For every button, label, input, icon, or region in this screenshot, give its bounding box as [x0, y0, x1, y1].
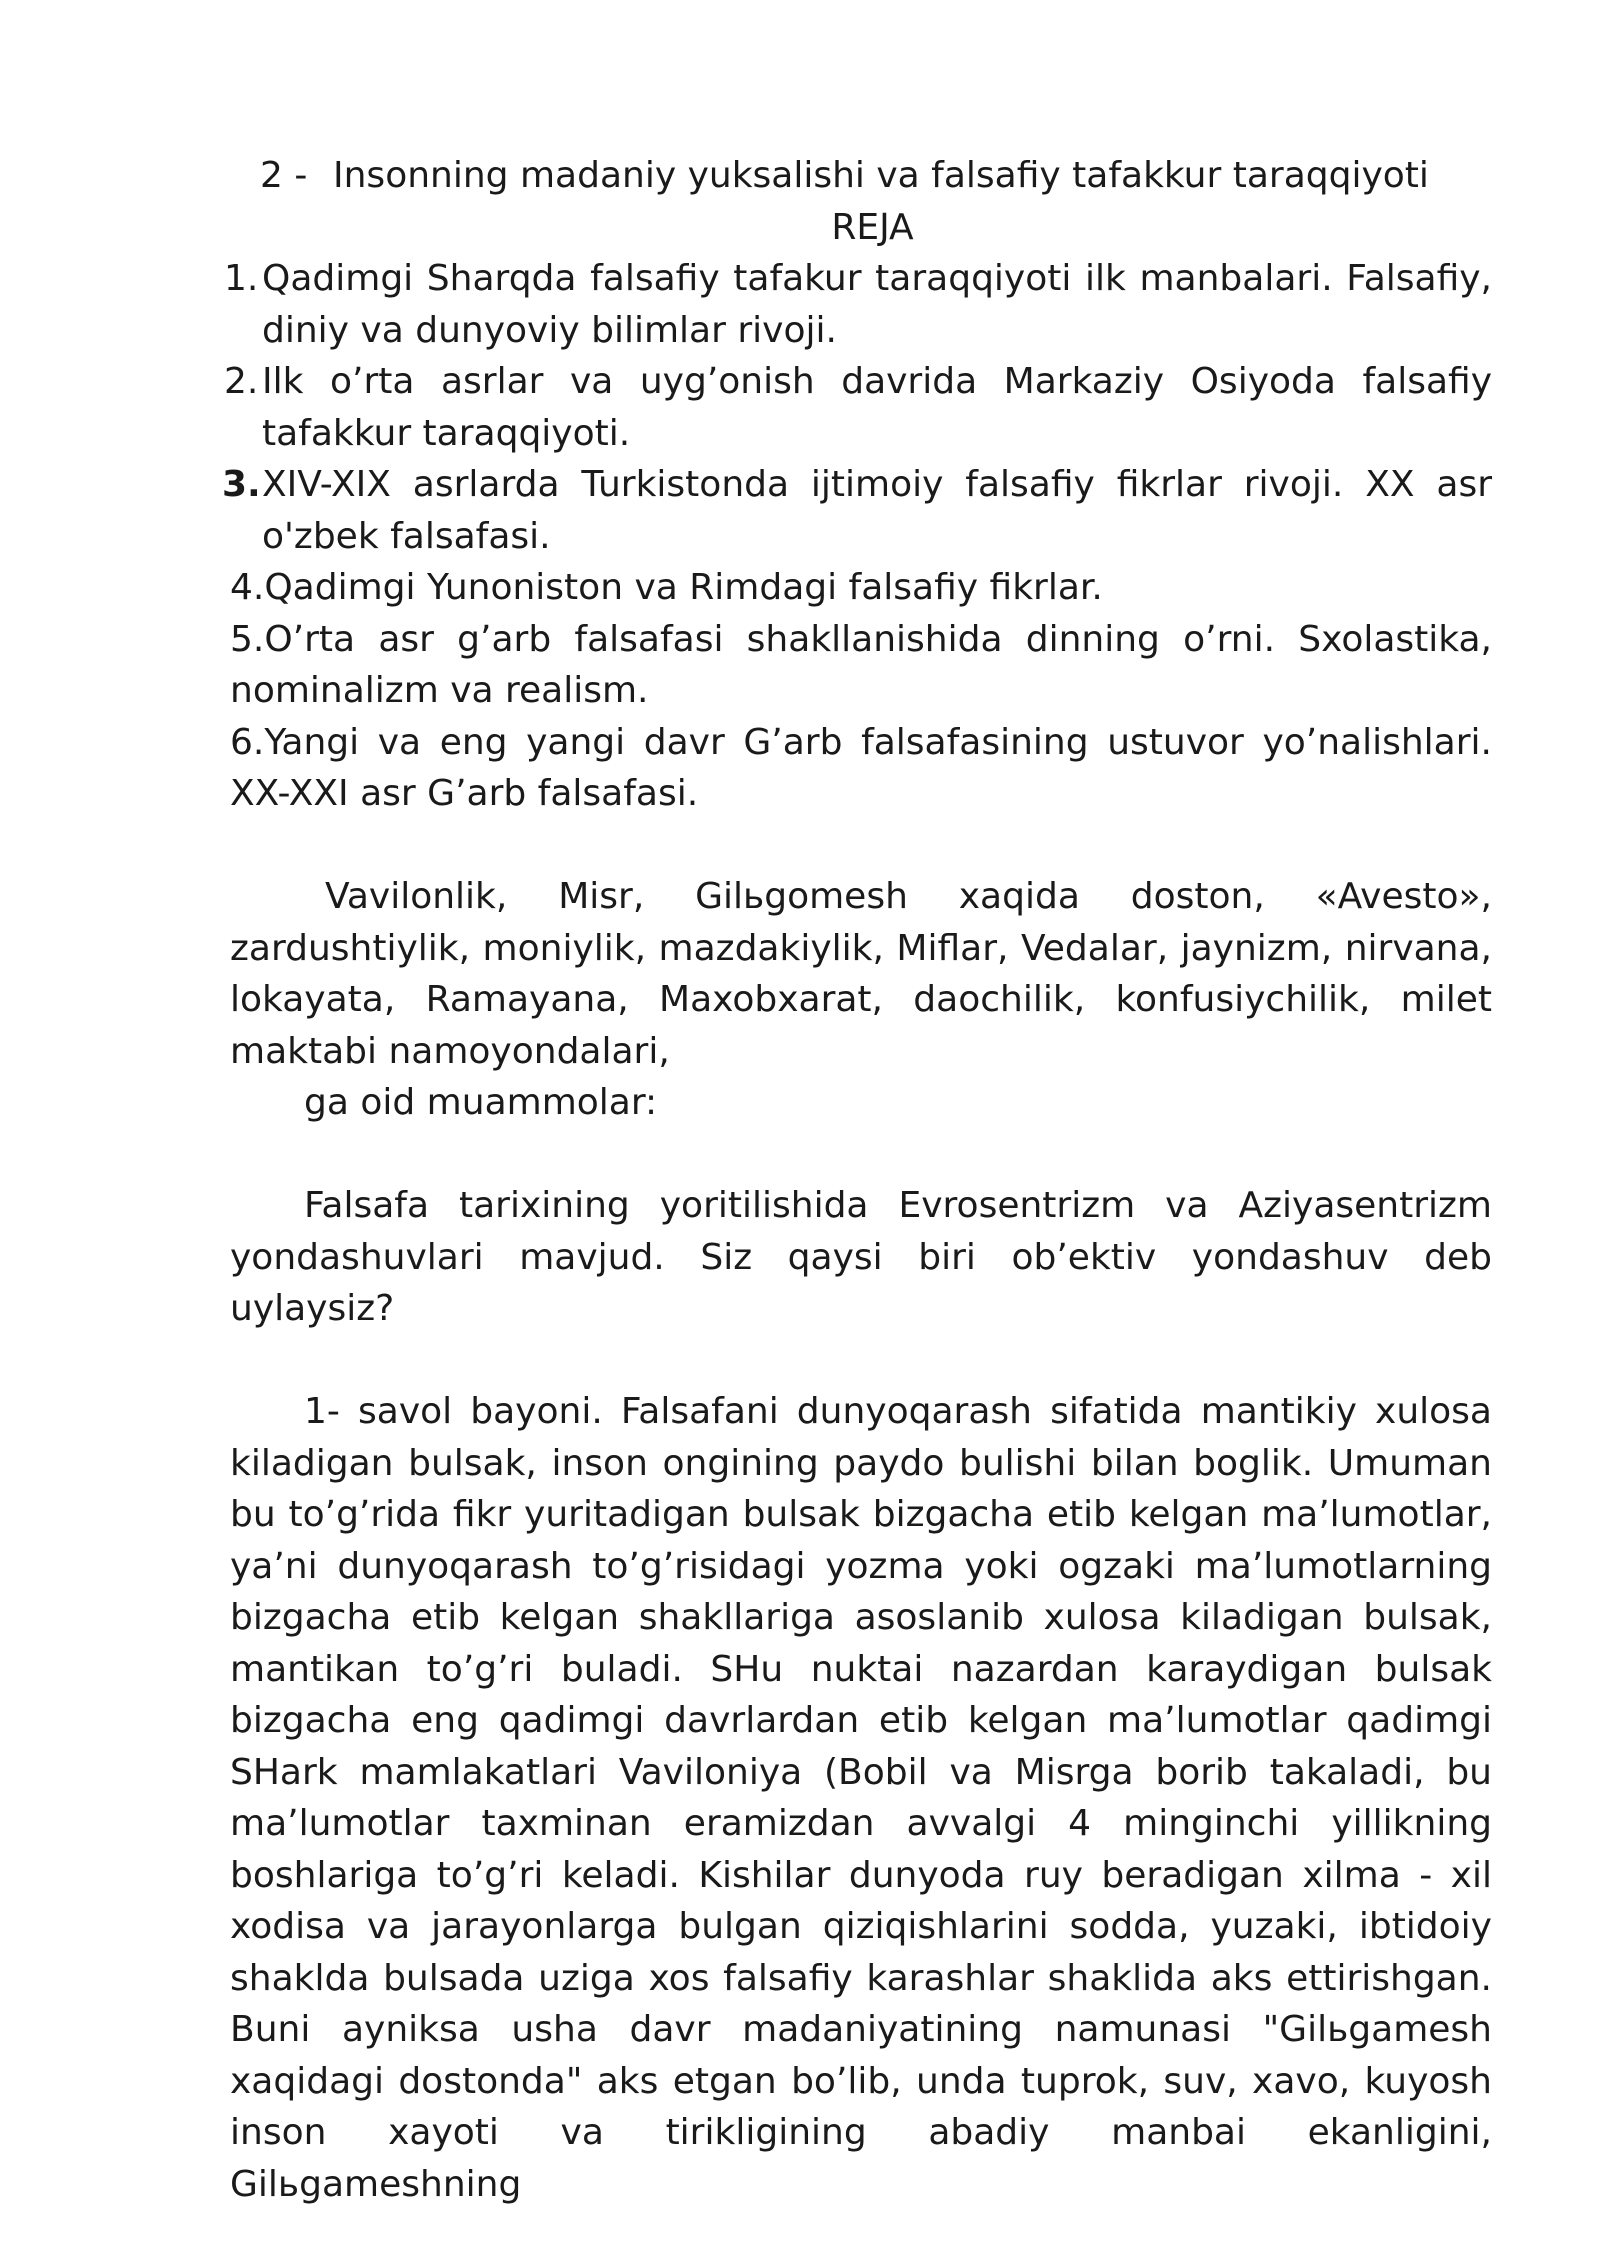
- spacer: [230, 1129, 1492, 1181]
- answer-paragraph: 1- savol bayoni. Falsafani dunyoqarash sifatida mantikiy xulosa kiladigan bulsak, inson ongining paydo bulishi bilan boglik. Umuman bu to’g’rida fikr yuritadigan bulsak bizgacha etib kelgan ma’lumotlar, ya’ni dunyoqarash to’g’risidagi yozma yoki ogzaki ma’lumotlarning bizgacha etib kelgan shakllariga asoslanib xulosa kiladigan bulsak, mantikan to’g’ri buladi. SHu nuktai nazardan karaydigan bulsak bizgacha eng qadimgi davrlardan etib kelgan ma’lumotlar qadimgi SHark mamlakatlari Vaviloniya (Bobil va Misrga borib takaladi, bu ma’lumotlar taxminan eramizdan avvalgi 4 minginchi yillikning boshlariga to’g’ri keladi. Kishilar dunyoda ruy beradigan xilma - xil xodisa va jarayonlarga bulgan qiziqishlarini sodda, yuzaki, ibtidoiy shakldа bulsada uziga xos falsafiy karashlar shaklida aks ettirishgan. Buni ayniksa usha davr madaniyatining namunasi "Gilьgamesh xaqidagi dostonda" aks etgan bo’lib, unda tuprok, suv, xavo, kuyosh inson xayoti va tirikligining abadiy manbai ekanligini, Gilьgameshning: [230, 1391, 1492, 2205]
- plan-item-number: 3.: [222, 464, 261, 505]
- plan-item-text: Ilk o’rta asrlar va uyg’onish davrida Markaziy Osiyoda falsafiy tafakkur taraqqiyoti.: [262, 361, 1492, 454]
- plan-item-text: Qadimgi Sharqda falsafiy tafakur taraqqiyoti ilk manbalari. Falsafiy, diniy va dunyoviy bilimlar rivoji.: [262, 258, 1492, 351]
- plan-item-number: 2.: [224, 361, 259, 402]
- plan-item: 6.Yangi va eng yangi davr G’arb falsafasining ustuvor yo’nalishlari. XX-XXI asr G’arb falsafasi.: [230, 721, 1492, 814]
- document-heading: [230, 150, 1492, 202]
- spacer: [230, 820, 1492, 872]
- heading-number: 2 -: [260, 155, 308, 196]
- plan-item-number: 1.: [224, 258, 259, 299]
- keywords-paragraph: Vavilonlik, Misr, Gilьgomesh xaqida doston, «Avesto», zardushtiylik, moniylik, mazdakiylik, Miflar, Vedalar, jaynizm, nirvana, lokayata, Ramayana, Maxobxarat, daochilik, konfusiychilik, milet maktabi namoyondalari,: [230, 876, 1492, 1072]
- plan-item: 4.Qadimgi Yunoniston va Rimdagi falsafiy fikrlar.: [230, 567, 1103, 608]
- heading-text: Insonning madaniy yuksalishi va falsafiy tafakkur taraqqiyoti: [333, 155, 1429, 196]
- plan-item: 5.O’rta asr g’arb falsafasi shakllanishida dinning o’rni. Sxolastika, nominalizm va realism.: [230, 618, 1492, 711]
- spacer: [230, 1335, 1492, 1387]
- problems-line: ga oid muammolar:: [304, 1082, 658, 1123]
- plan-item: [224, 356, 1492, 459]
- plan-item: [222, 459, 1492, 562]
- document-page: [222, 150, 1492, 2210]
- plan-item-text: XIV-XIX asrlarda Turkistonda ijtimoiy falsafiy fikrlar rivoji. XX asr o'zbek falsafasi.: [262, 464, 1492, 557]
- plan-item: [224, 253, 1492, 356]
- plan-title: REJA: [831, 206, 914, 248]
- question-paragraph: Falsafa tarixining yoritilishida Evrosentrizm va Aziyasentrizm yondashuvlari mavjud. Siz qaysi biri ob’ektiv yondashuv deb uylaysiz?: [230, 1185, 1492, 1329]
